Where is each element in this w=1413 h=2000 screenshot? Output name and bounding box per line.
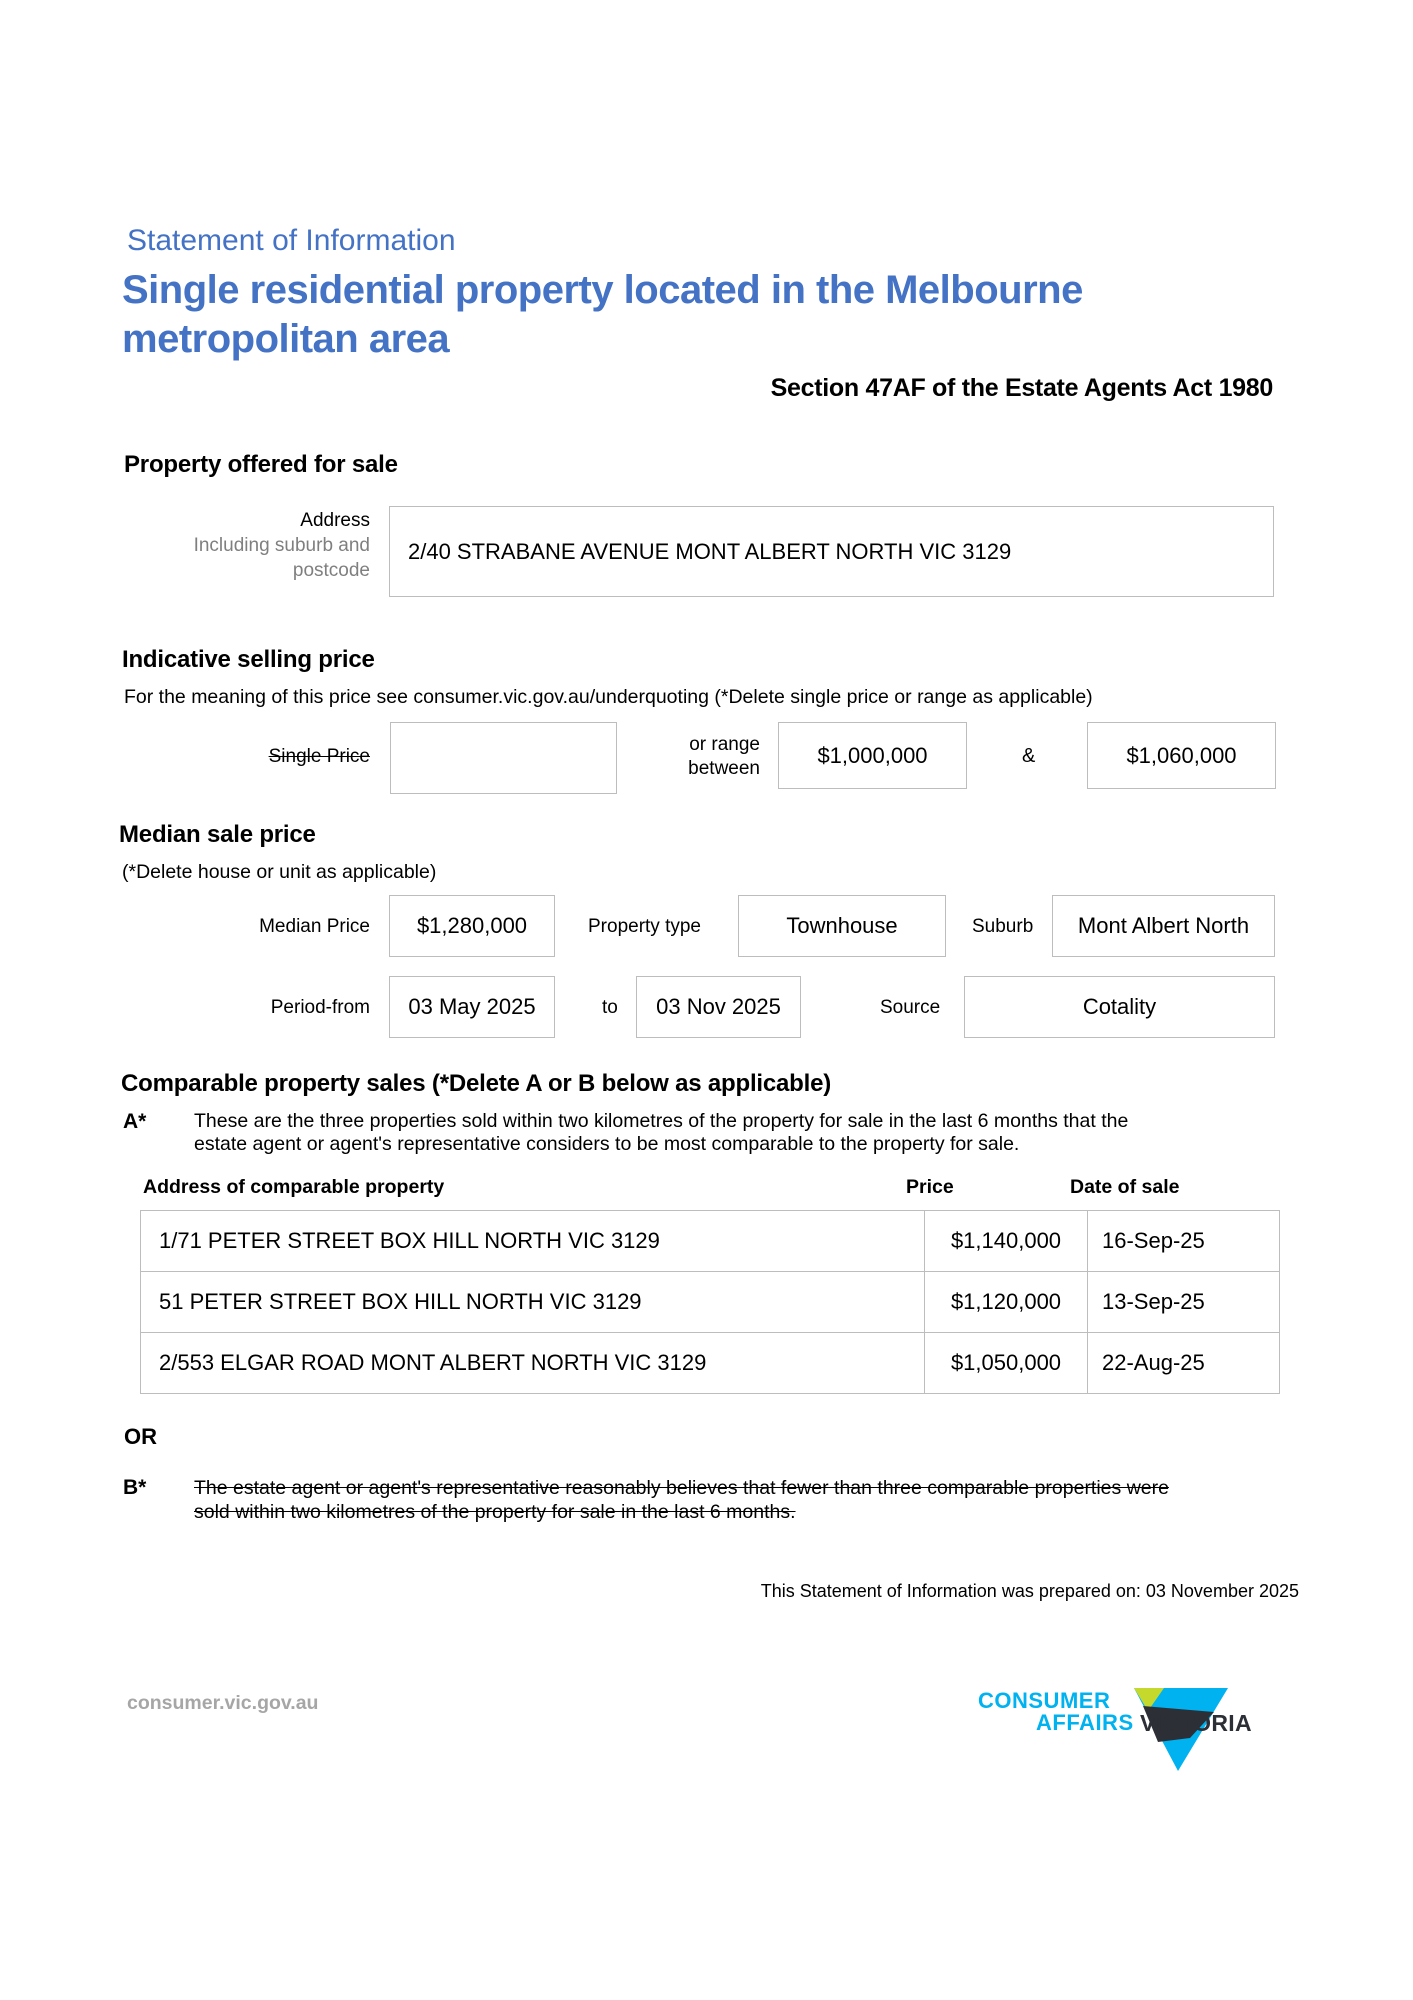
document-kicker: Statement of Information xyxy=(127,224,456,257)
row-address: 2/553 ELGAR ROAD MONT ALBERT NORTH VIC 3129 xyxy=(141,1333,925,1394)
address-field[interactable] xyxy=(389,506,1274,597)
row-date: 16-Sep-25 xyxy=(1088,1211,1280,1272)
row-date: 13-Sep-25 xyxy=(1088,1272,1280,1333)
option-a-marker: A* xyxy=(123,1110,147,1133)
range-high-value: $1,060,000 xyxy=(1126,742,1237,768)
row-address: 1/71 PETER STREET BOX HILL NORTH VIC 3129 xyxy=(141,1211,925,1272)
period-to-value: 03 Nov 2025 xyxy=(656,994,781,1019)
suburb-field[interactable] xyxy=(1052,895,1275,957)
source-field[interactable] xyxy=(964,976,1275,1038)
option-b-line-1: The estate agent or agent's representative reasonably believes that fewer than three comparable properties were xyxy=(194,1477,1169,1499)
median-note: (*Delete house or unit as applicable) xyxy=(122,861,437,883)
property-type-value: Townhouse xyxy=(786,913,898,938)
median-price-label: Median Price xyxy=(259,916,370,937)
median-price-field[interactable] xyxy=(389,895,555,957)
column-header-address: Address of comparable property xyxy=(143,1176,445,1198)
option-a-text xyxy=(194,1110,1128,1156)
option-a-line-1: These are the three properties sold within two kilometres of the property for sale in the last 6 months that the xyxy=(194,1110,1129,1132)
prepared-date-note: This Statement of Information was prepared on: 03 November 2025 xyxy=(760,1581,1299,1601)
comparable-sales-table xyxy=(140,1210,1280,1394)
logo-consumer-text: CONSUMER xyxy=(978,1688,1111,1713)
table-row xyxy=(141,1333,1280,1394)
column-header-date: Date of sale xyxy=(1070,1176,1180,1198)
period-from-value: 03 May 2025 xyxy=(408,994,536,1019)
single-price-label: Single Price xyxy=(268,746,370,767)
footer-url[interactable]: consumer.vic.gov.au xyxy=(127,1692,319,1714)
period-from-label: Period-from xyxy=(270,997,370,1018)
page-title-line-2: metropolitan area xyxy=(122,317,450,361)
period-to-label: to xyxy=(602,997,618,1018)
row-date: 22-Aug-25 xyxy=(1088,1333,1280,1394)
address-label-hint: Including suburb and xyxy=(193,535,370,556)
option-b-marker: B* xyxy=(123,1476,147,1499)
indicative-note: For the meaning of this price see consumer.vic.gov.au/underquoting (*Delete single price or range as applicable) xyxy=(124,686,1093,708)
median-section-heading: Median sale price xyxy=(119,821,316,848)
row-price: $1,140,000 xyxy=(925,1211,1088,1272)
suburb-label: Suburb xyxy=(972,916,1034,937)
row-address: 51 PETER STREET BOX HILL NORTH VIC 3129 xyxy=(141,1272,925,1333)
range-low-field[interactable] xyxy=(778,722,967,789)
logo-victoria-text: VICTORIA xyxy=(1140,1710,1252,1736)
address-label-title: Address xyxy=(300,510,370,531)
single-price-field[interactable] xyxy=(390,722,617,794)
indicative-section-heading: Indicative selling price xyxy=(122,646,375,673)
row-price: $1,050,000 xyxy=(925,1333,1088,1394)
option-b-text xyxy=(194,1476,1169,1524)
address-label-hint-2: postcode xyxy=(292,560,370,581)
option-b-line-2: sold within two kilometres of the property for sale in the last 6 months. xyxy=(194,1501,796,1523)
or-label: OR xyxy=(124,1424,157,1449)
table-row xyxy=(141,1211,1280,1272)
option-a-line-2: estate agent or agent's representative considers to be most comparable to the property for sale. xyxy=(194,1133,1020,1155)
section-reference: Section 47AF of the Estate Agents Act 1980 xyxy=(770,374,1273,402)
property-type-label: Property type xyxy=(588,916,701,937)
page-title xyxy=(122,266,1083,364)
page-title-line-1: Single residential property located in the Melbourne xyxy=(122,268,1083,312)
property-type-field[interactable] xyxy=(738,895,946,957)
address-label xyxy=(194,508,370,583)
table-row xyxy=(141,1272,1280,1333)
period-to-field[interactable] xyxy=(636,976,801,1038)
logo-affairs-text: AFFAIRS xyxy=(1036,1710,1134,1735)
period-from-field[interactable] xyxy=(389,976,555,1038)
range-label-line-1: or range xyxy=(689,734,760,755)
column-header-price: Price xyxy=(906,1176,954,1198)
range-label-line-2: between xyxy=(688,758,760,779)
range-low-value: $1,000,000 xyxy=(817,742,928,768)
row-price: $1,120,000 xyxy=(925,1272,1088,1333)
address-value: 2/40 STRABANE AVENUE MONT ALBERT NORTH VIC 3129 xyxy=(408,538,1012,564)
range-high-field[interactable] xyxy=(1087,722,1276,789)
suburb-value: Mont Albert North xyxy=(1077,913,1250,938)
consumer-affairs-victoria-logo xyxy=(978,1686,1278,1776)
range-separator: & xyxy=(1022,745,1036,767)
comparable-section-heading: Comparable property sales (*Delete A or B below as applicable) xyxy=(121,1070,832,1097)
property-section-heading: Property offered for sale xyxy=(124,451,398,478)
source-label: Source xyxy=(880,997,941,1018)
source-value: Cotality xyxy=(1082,994,1157,1019)
median-price-value: $1,280,000 xyxy=(416,913,528,938)
range-label xyxy=(688,733,760,781)
